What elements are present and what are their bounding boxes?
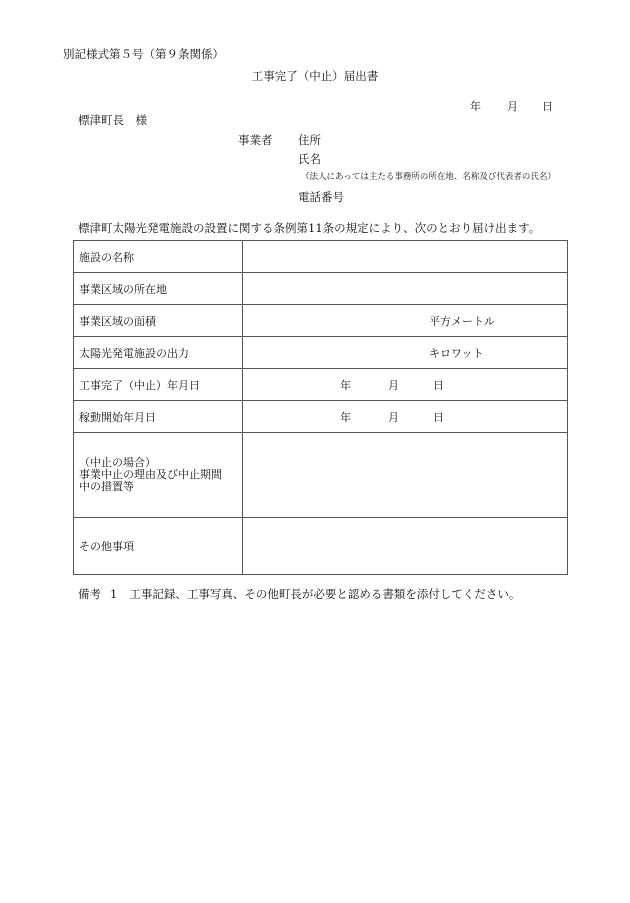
location-field[interactable] [243,273,568,305]
addressee: 標津町長 様 [78,113,147,127]
completion-date-label: 工事完了（中止）年月日 [74,369,243,401]
table-row [74,518,568,575]
completion-day-label: 日 [433,378,444,392]
date-year-label: 年 [470,100,481,113]
suspension-reason-field[interactable] [243,433,568,518]
area-field[interactable] [243,305,568,337]
remarks-number: 1 [110,587,118,601]
date-month-label: 月 [507,100,518,113]
suspension-reason-line-2: 事業中止の理由及び中止期間 [79,468,222,481]
table-row [74,369,568,401]
suspension-reason-label [74,433,243,518]
intro-statement: 標津町太陽光発電施設の設置に関する条例第11条の規定により、次のとおり届け出ます。 [78,221,541,235]
remarks-heading: 備考 [78,587,101,601]
completion-year-label: 年 [340,378,351,392]
table-row [74,401,568,433]
date-day-label: 日 [542,100,553,113]
submission-date [470,98,553,114]
output-unit: キロワット [429,346,484,360]
completion-month-label: 月 [388,378,399,392]
notification-table [73,240,568,575]
applicant-address-label: 住所 [298,133,321,147]
form-number-label: 別記様式第５号（第９条関係） [63,47,224,61]
facility-name-field[interactable] [243,241,568,273]
table-row [74,241,568,273]
other-matters-label: その他事項 [74,518,243,575]
operation-date-field[interactable] [243,401,568,433]
output-field[interactable] [243,337,568,369]
operation-date-label: 稼動開始年月日 [74,401,243,433]
applicant-name-label: 氏名 [298,152,321,166]
applicant-name-note: （法人にあっては主たる事務所の所在地、名称及び代表者の氏名） [301,172,556,182]
other-matters-field[interactable] [243,518,568,575]
facility-name-label: 施設の名称 [74,241,243,273]
operation-day-label: 日 [433,410,444,424]
operation-year-label: 年 [340,410,351,424]
table-row [74,433,568,518]
table-row [74,305,568,337]
suspension-reason-line-3: 中の措置等 [79,480,134,493]
table-row [74,337,568,369]
remarks [78,586,520,602]
applicant-label: 事業者 [238,133,273,147]
area-label: 事業区域の面積 [74,305,243,337]
table-row [74,273,568,305]
suspension-reason-line-1: （中止の場合） [79,456,156,469]
output-label: 太陽光発電施設の出力 [74,337,243,369]
remarks-text: 工事記録、工事写真、その他町長が必要と認める書類を添付してください。 [129,587,521,601]
operation-month-label: 月 [388,410,399,424]
completion-date-field[interactable] [243,369,568,401]
document-title: 工事完了（中止）届出書 [251,69,379,83]
location-label: 事業区域の所在地 [74,273,243,305]
area-unit: 平方メートル [429,314,495,328]
applicant-phone-label: 電話番号 [298,190,344,204]
